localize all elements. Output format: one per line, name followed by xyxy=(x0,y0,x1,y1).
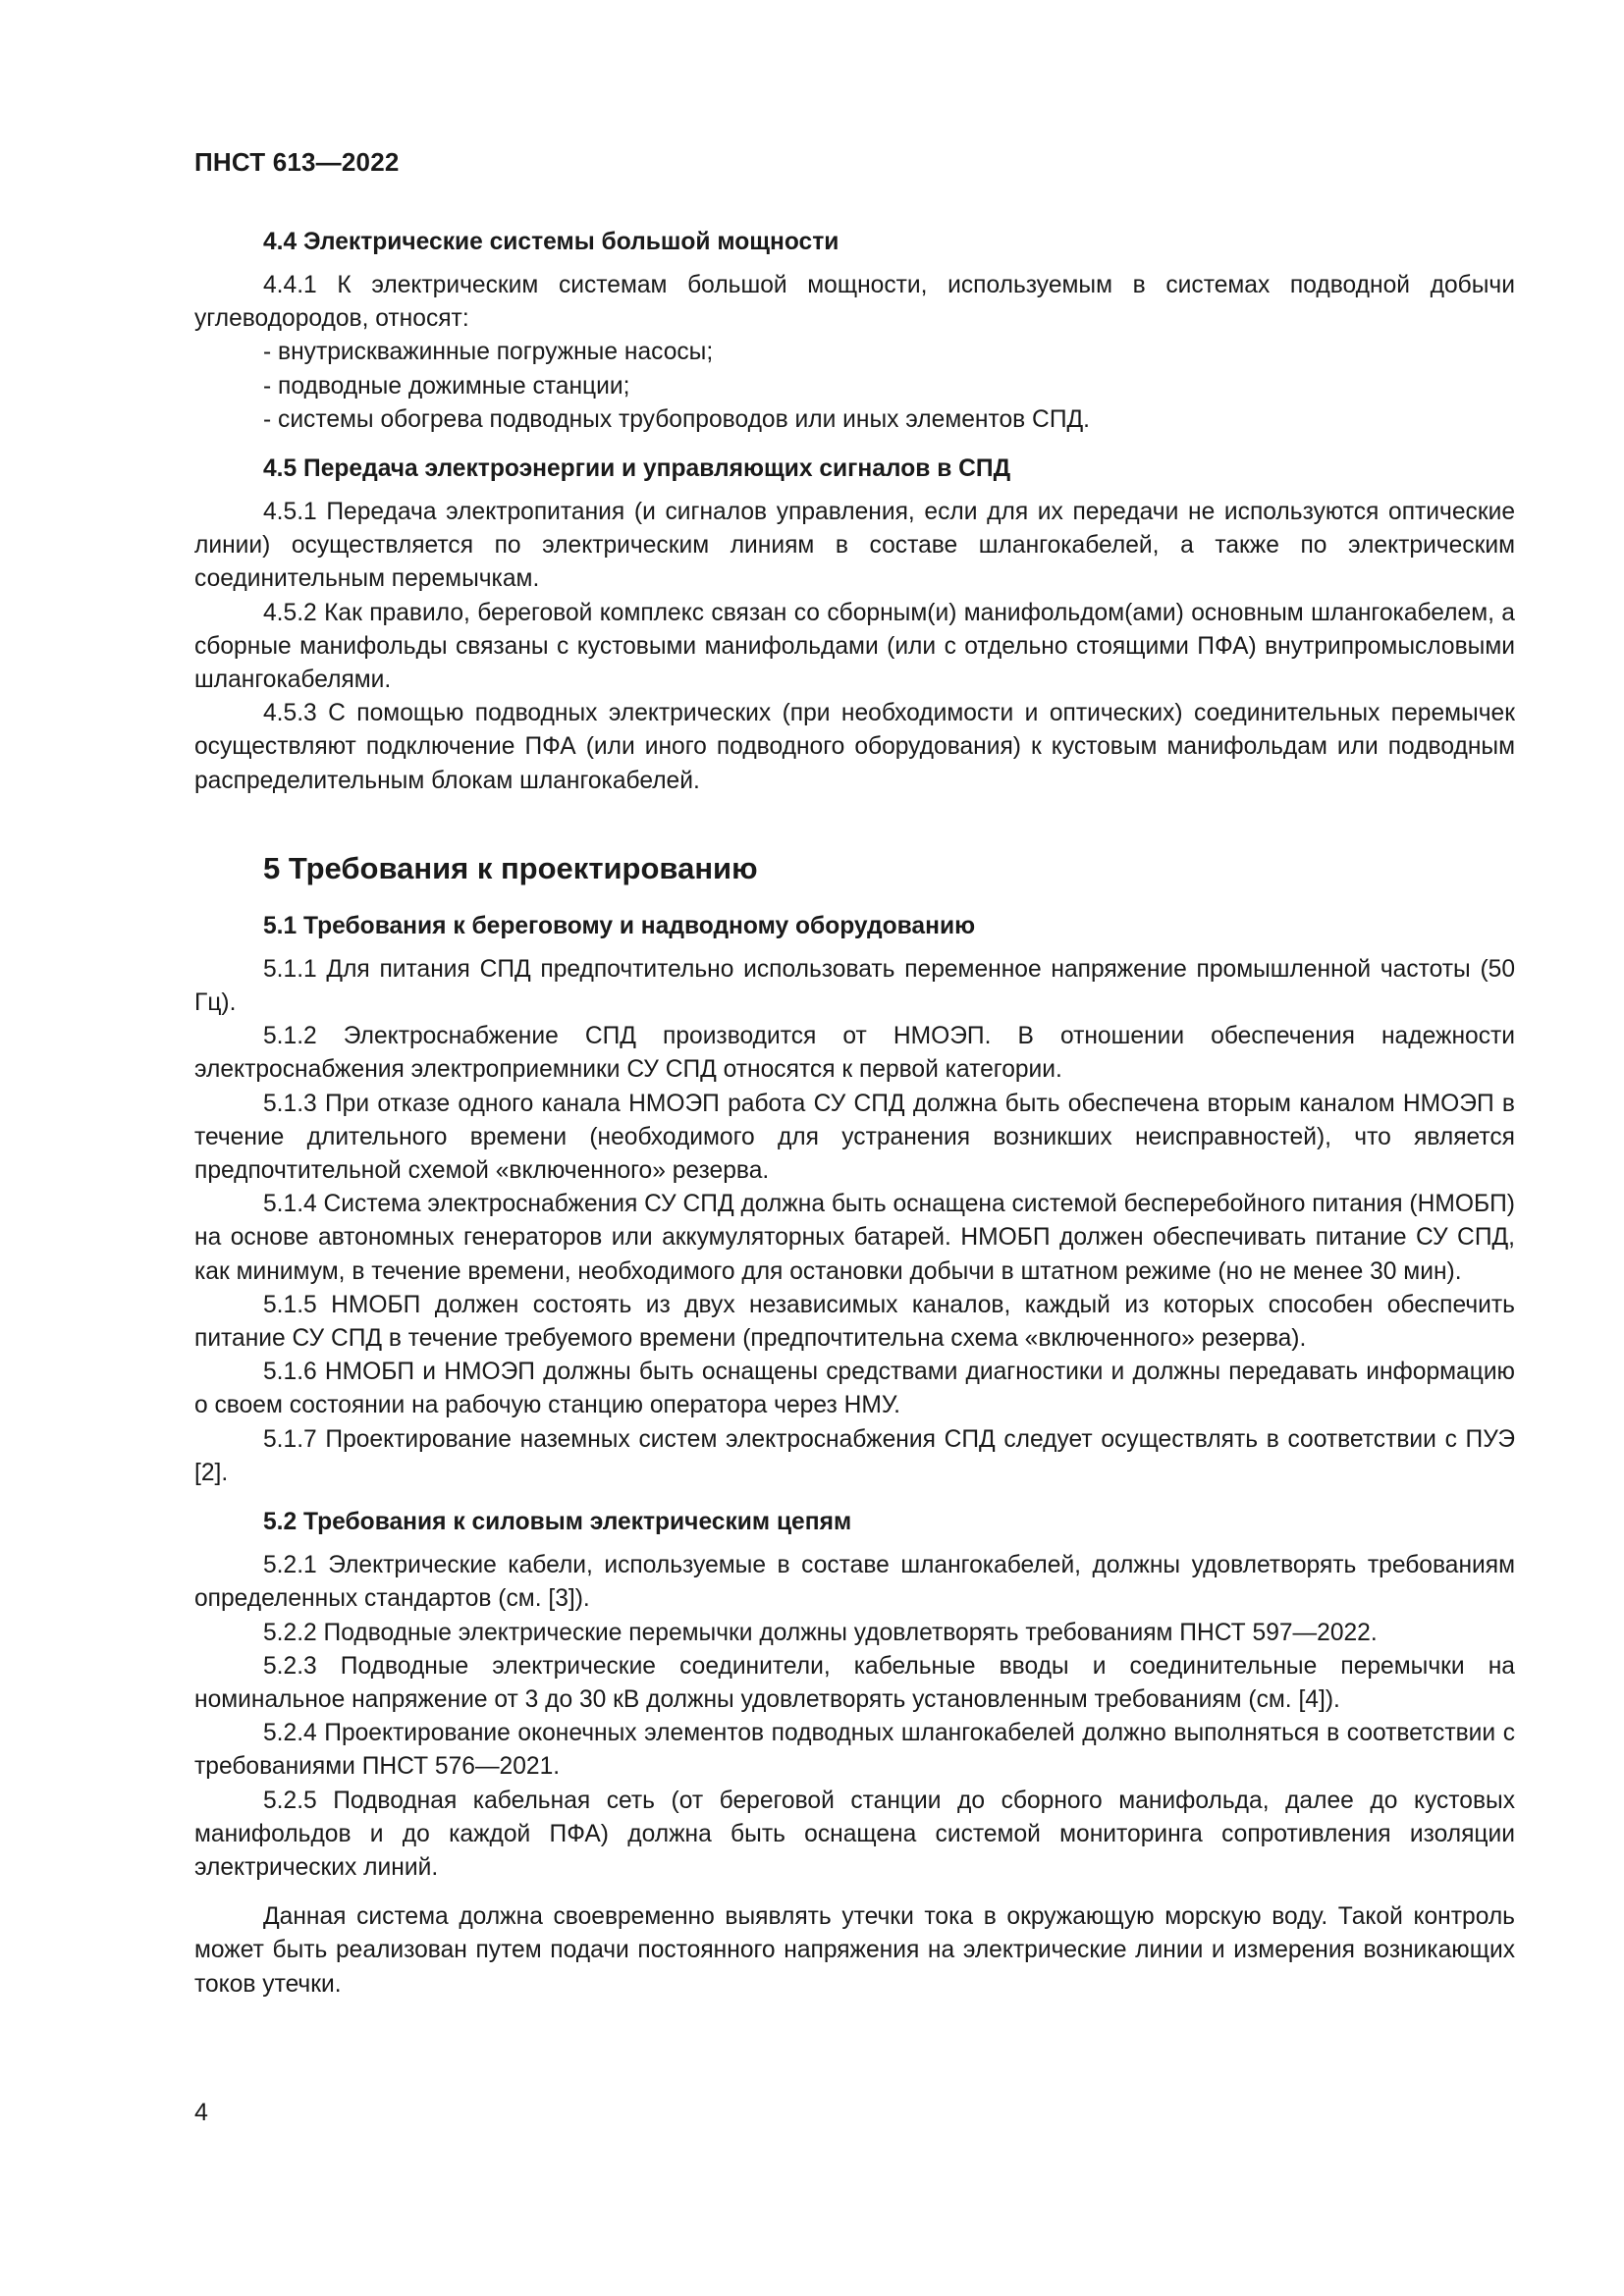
section-4-4-title: 4.4 Электрические системы большой мощности xyxy=(263,229,839,255)
paragraph-4-5-2: 4.5.2 Как правило, береговой комплекс связан со сборным(и) манифольдом(ами) основным шлангокабелем, а сборные манифольды связаны с кустовыми манифольдами (или с отдельно стоящими ПФА) внутрипромысловыми шлангокабелями. xyxy=(194,599,1515,694)
section-5-1-title: 5.1 Требования к береговому и надводному оборудованию xyxy=(263,912,976,939)
paragraph-5-1-2: 5.1.2 Электроснабжение СПД производится от НМОЭП. В отношении обеспечения надежности электроснабжения электроприемники СУ СПД относятся к первой категории. xyxy=(194,1023,1515,1084)
paragraph-5-2-2: 5.2.2 Подводные электрические перемычки должны удовлетворять требованиям ПНСТ 597—2022. xyxy=(263,1619,1378,1646)
paragraph-5-1-7: 5.1.7 Проектирование наземных систем электроснабжения СПД следует осуществлять в соответствии с ПУЭ [2]. xyxy=(194,1425,1515,1486)
paragraph-5-1-4: 5.1.4 Система электроснабжения СУ СПД должна быть оснащена системой бесперебойного питания (НМОБП) на основе автономных генераторов или аккумуляторных батарей. НМОБП должен обеспечивать питание СУ СПД, как минимум, в течение времени, необходимого для остановки добычи в штатном режиме (но не менее 30 мин). xyxy=(194,1191,1515,1285)
section-5-title: 5 Требования к проектированию xyxy=(263,850,758,885)
document-code: ПНСТ 613—2022 xyxy=(194,147,400,177)
list-item: - системы обогрева подводных трубопроводов или иных элементов СПД. xyxy=(263,405,1090,433)
paragraph-5-2-4: 5.2.4 Проектирование оконечных элементов подводных шлангокабелей должно выполняться в соответствии с требованиями ПНСТ 576—2021. xyxy=(194,1720,1515,1781)
paragraph-4-5-3: 4.5.3 С помощью подводных электрических (при необходимости и оптических) соединительных перемычек осуществляют подключение ПФА (или иного подводного оборудования) к кустовым манифольдам или подводным распределительным блокам шлангокабелей. xyxy=(194,700,1515,794)
list-item: - подводные дожимные станции; xyxy=(263,372,630,400)
paragraph-5-2-3: 5.2.3 Подводные электрические соединители, кабельные вводы и соединительные перемычки на номинальное напряжение от 3 до 30 кВ должны удовлетворять установленным требованиям (см. [4]). xyxy=(194,1652,1515,1713)
paragraph-5-1-6: 5.1.6 НМОБП и НМОЭП должны быть оснащены средствами диагностики и должны передавать информацию о своем состоянии на рабочую станцию оператора через НМУ. xyxy=(194,1359,1515,1419)
paragraph-5-2-5-continued: Данная система должна своевременно выявлять утечки тока в окружающую морскую воду. Такой контроль может быть реализован путем подачи постоянного напряжения на электрические линии и измерения возникающих токов утечки. xyxy=(194,1903,1515,1998)
list-item: - внутрискважинные погружные насосы; xyxy=(263,339,714,366)
paragraph-5-1-1: 5.1.1 Для питания СПД предпочтительно использовать переменное напряжение промышленной частоты (50 Гц). xyxy=(194,955,1515,1017)
paragraph-4-4-1: 4.4.1 К электрическим системам большой мощности, используемым в системах подводной добычи углеводородов, относят: xyxy=(194,272,1515,333)
paragraph-5-2-1: 5.2.1 Электрические кабели, используемые в составе шлангокабелей, должны удовлетворять требованиям определенных стандартов (см. [3]). xyxy=(194,1552,1515,1613)
paragraph-5-1-5: 5.1.5 НМОБП должен состоять из двух независимых каналов, каждый из которых способен обеспечить питание СУ СПД в течение требуемого времени (предпочтительна схема «включенного» резерва). xyxy=(194,1291,1515,1353)
document-body xyxy=(194,226,1515,2002)
paragraph-5-2-5: 5.2.5 Подводная кабельная сеть (от береговой станции до сборного манифольда, далее до кустовых манифольдов и до каждой ПФА) должна быть оснащена системой мониторинга сопротивления изоляции электрических линий. xyxy=(194,1787,1515,1881)
paragraph-4-5-1: 4.5.1 Передача электропитания (и сигналов управления, если для их передачи не используются оптические линии) осуществляется по электрическим линиям в составе шлангокабелей, а также по электрическим соединительным перемычкам. xyxy=(194,499,1515,593)
section-4-5-title: 4.5 Передача электроэнергии и управляющих сигналов в СПД xyxy=(263,455,1011,483)
paragraph-5-1-3: 5.1.3 При отказе одного канала НМОЭП работа СУ СПД должна быть обеспечена вторым каналом НМОЭП в течение длительного времени (необходимого для устранения возникших неисправностей), что является предпочтительной схемой «включенного» резерва. xyxy=(194,1090,1515,1185)
page-number: 4 xyxy=(194,2099,208,2126)
section-5-2-title: 5.2 Требования к силовым электрическим цепям xyxy=(263,1509,852,1536)
